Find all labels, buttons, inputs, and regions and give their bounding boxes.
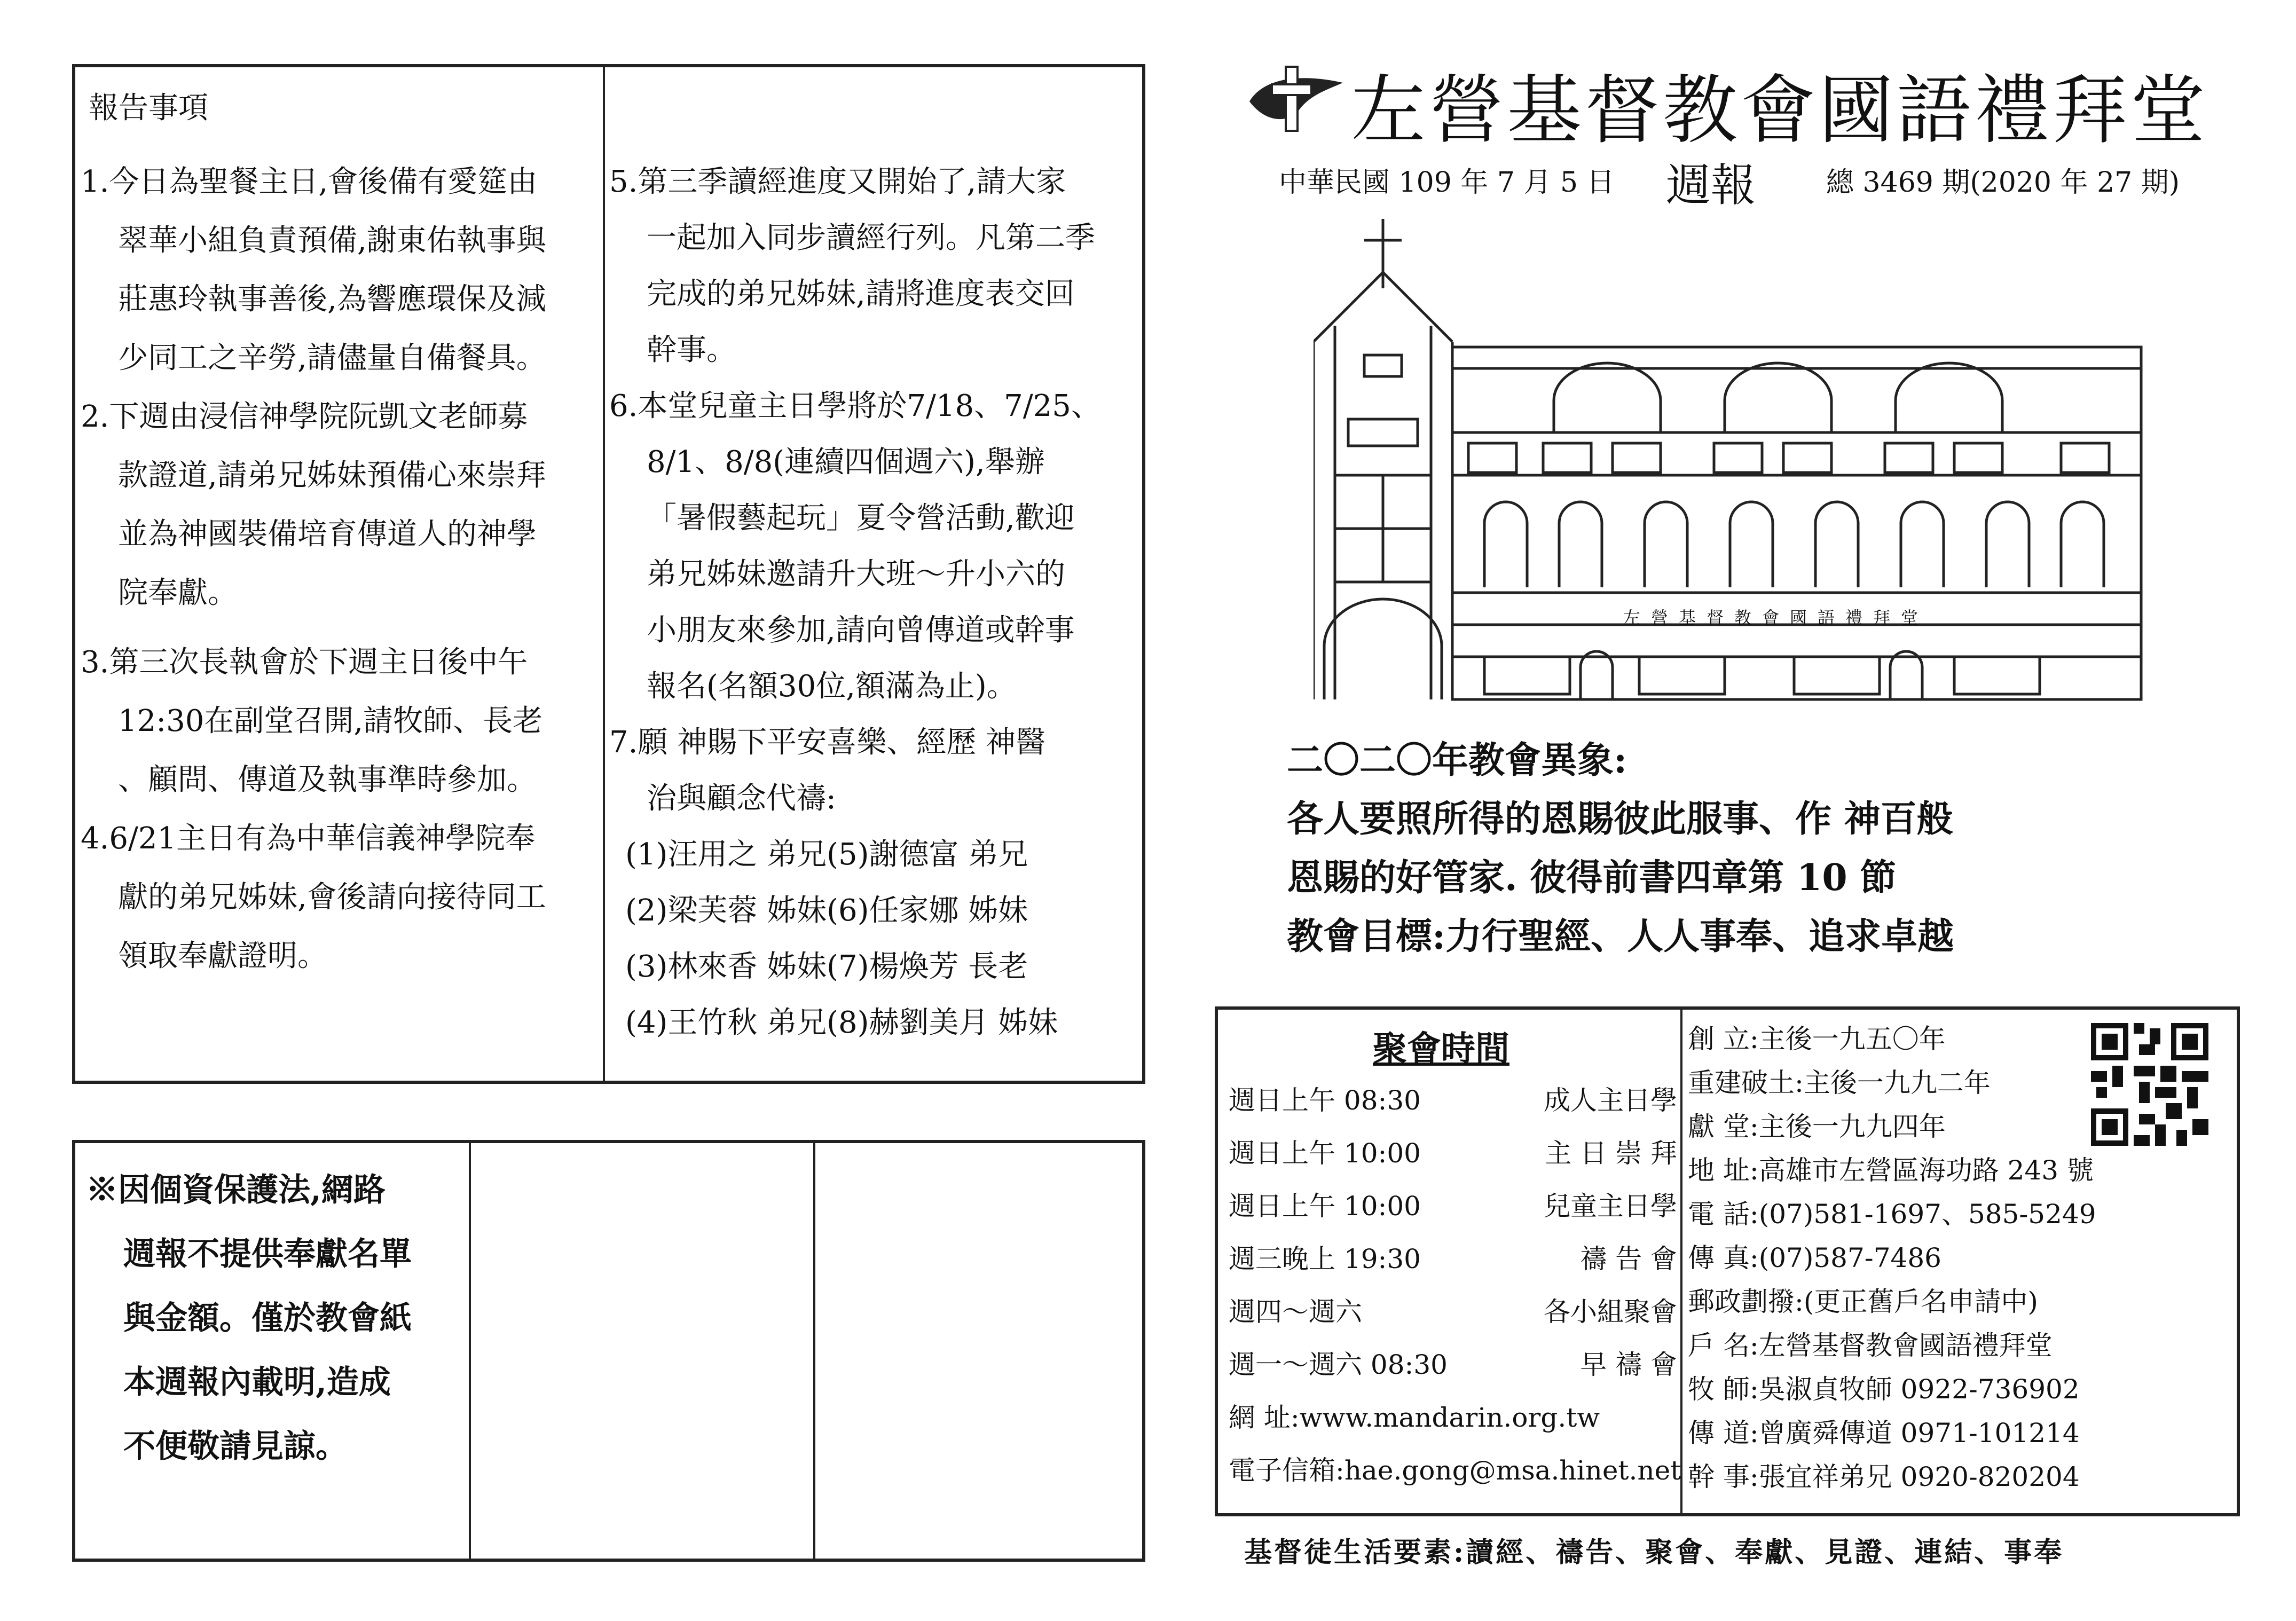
privacy-divider-2: [813, 1143, 815, 1559]
announcement-line: 8/1、8/8(連續四個週六),舉辦: [647, 445, 1045, 479]
announcement-line: 4.6/21主日有為中華信義神學院奉: [81, 821, 536, 856]
privacy-line: 本週報內載明,造成: [123, 1364, 391, 1401]
meeting-time: 週日上午 10:00: [1229, 1138, 1421, 1169]
announcement-line: 治與顧念代禱:: [647, 781, 836, 816]
meeting-time: 週日上午 08:30: [1229, 1085, 1421, 1116]
announcement-line: 報名(名額30位,額滿為止)。: [647, 669, 1017, 704]
info-line: 地 址:高雄市左營區海功路 243 號: [1688, 1155, 2094, 1186]
info-line: 電 話:(07)581-1697、585-5249: [1688, 1199, 2096, 1230]
meeting-row: [1229, 1290, 1677, 1343]
website-link[interactable]: 網 址:www.mandarin.org.tw: [1229, 1402, 1600, 1433]
info-line: 傳 真:(07)587-7486: [1688, 1242, 1941, 1273]
meeting-name: 成人主日學: [1544, 1085, 1677, 1116]
announcement-line: 弟兄姊妹邀請升大班～升小六的: [647, 557, 1065, 592]
info-line: 戶 名:左營基督教會國語禮拜堂: [1688, 1330, 2053, 1361]
meetings-info-box: [1215, 1006, 2240, 1516]
announcement-line: 12:30在副堂召開,請牧師、長老: [118, 704, 543, 738]
announcement-line: 7.願 神賜下平安喜樂、經歷 神醫: [609, 725, 1046, 760]
email-link[interactable]: 電子信箱:hae.gong@msa.hinet.net: [1229, 1455, 1681, 1486]
church-title: 左營基督教會國語禮拜堂: [1351, 67, 2209, 154]
meeting-row: [1229, 1343, 1677, 1396]
announcement-line: 並為神國裝備培育傳道人的神學: [118, 517, 537, 552]
meeting-name: 早 禱 會: [1580, 1349, 1677, 1380]
meeting-row: [1229, 1185, 1677, 1238]
vision-title: 二〇二〇年教會異象:: [1287, 739, 1627, 782]
privacy-line: ※因個資保護法,網路: [86, 1171, 386, 1209]
info-line: 傳 道:曾廣舜傳道 0971-101214: [1688, 1418, 2080, 1449]
announcement-line: 一起加入同步讀經行列。凡第二季: [647, 221, 1095, 255]
bulletin-issue: 總 3469 期(2020 年 27 期): [1826, 167, 2180, 199]
announcement-line: (2)梁芙蓉 姊妹(6)任家娜 姊妹: [625, 893, 1028, 928]
privacy-line: 與金額。僅於教會紙: [123, 1300, 412, 1337]
church-building-illustration: [1314, 219, 2146, 710]
meeting-row: [1229, 1238, 1677, 1290]
privacy-note: [86, 1164, 412, 1485]
announcement-line: 6.本堂兒童主日學將於7/18、7/25、: [609, 389, 1101, 423]
announcement-line: 1.今日為聖餐主日,會後備有愛筵由: [81, 164, 538, 199]
announcement-line: 款證道,請弟兄姊妹預備心來崇拜: [118, 458, 546, 493]
info-line: 郵政劃撥:(更正舊戶名申請中): [1688, 1286, 2038, 1317]
announcement-line: 小朋友來參加,請向曾傳道或幹事: [647, 613, 1075, 648]
meetings-list: [1229, 1079, 1681, 1502]
announcement-line: 完成的弟兄姊妹,請將進度表交回: [647, 277, 1075, 311]
announcement-line: 莊惠玲執事善後,為響應環保及減: [118, 282, 546, 317]
meeting-time: 週日上午 10:00: [1229, 1191, 1421, 1222]
footer-tagline: 基督徒生活要素:讀經、禱告、聚會、奉獻、見證、連結、事奉: [1244, 1536, 2064, 1569]
info-line: 幹 事:張宜祥弟兄 0920-820204: [1688, 1461, 2080, 1492]
announcement-line: 院奉獻。: [118, 576, 238, 610]
announcement-line: (3)林來香 姊妹(7)楊煥芳 長老: [625, 949, 1028, 984]
announcement-line: 獻的弟兄姊妹,會後請向接待同工: [118, 880, 546, 915]
announcement-line: 少同工之辛勞,請儘量自備餐具。: [118, 341, 546, 375]
info-line: 牧 師:吳淑貞牧師 0922-736902: [1688, 1374, 2080, 1405]
announcement-line: 「暑假藝起玩」夏令營活動,歡迎: [647, 501, 1075, 536]
bulletin-label: 週報: [1666, 159, 1756, 211]
announcements-col2: [609, 158, 1143, 1076]
info-line: 重建破土:主後一九九二年: [1688, 1067, 1991, 1098]
announcement-line: 、顧問、傳道及執事準時參加。: [118, 762, 537, 797]
announcements-divider: [603, 67, 605, 1081]
announcements-col1: [81, 158, 599, 1076]
announcement-line: 翠華小組負責預備,謝東佑執事與: [118, 223, 546, 258]
meeting-row: [1229, 1132, 1677, 1185]
announcement-line: 5.第三季讀經進度又開始了,請大家: [609, 164, 1066, 199]
info-line: 創 立:主後一九五〇年: [1688, 1024, 1946, 1055]
church-sign: 左營基督教會國語禮拜堂: [1623, 608, 1929, 628]
meeting-name: 禱 告 會: [1580, 1244, 1677, 1274]
meeting-time: 週一～週六 08:30: [1229, 1349, 1448, 1380]
vision-line: 恩賜的好管家. 彼得前書四章第 10 節: [1287, 856, 1897, 899]
meetings-info-divider: [1680, 1010, 1682, 1513]
privacy-line: 週報不提供奉獻名單: [123, 1236, 412, 1273]
announcements-heading: 報告事項: [89, 91, 208, 125]
meetings-heading: 聚會時間: [1373, 1029, 1509, 1069]
privacy-box: [72, 1140, 1145, 1562]
bulletin-date: 中華民國 109 年 7 月 5 日: [1279, 167, 1615, 199]
privacy-divider-1: [469, 1143, 471, 1559]
dove-cross-logo: [1244, 64, 1346, 133]
announcement-line: 幹事。: [647, 333, 736, 367]
meeting-time: 週四～週六: [1229, 1296, 1362, 1327]
announcement-line: 領取奉獻證明。: [118, 939, 327, 973]
announcement-line: 2.下週由浸信神學院阮凱文老師募: [81, 399, 528, 434]
announcement-line: 3.第三次長執會於下週主日後中午: [81, 645, 528, 680]
meeting-name: 主 日 崇 拜: [1545, 1138, 1677, 1169]
meeting-row: [1229, 1079, 1677, 1132]
vision-section: [1287, 731, 2163, 966]
announcement-line: (4)王竹秋 弟兄(8)赫劉美月 姊妹: [625, 1005, 1058, 1040]
qr-code-icon[interactable]: [2091, 1023, 2208, 1146]
church-goal: 教會目標:力行聖經、人人事奉、追求卓越: [1287, 915, 1954, 958]
meeting-name: 各小組聚會: [1544, 1296, 1677, 1327]
info-line: 獻 堂:主後一九九四年: [1688, 1111, 1946, 1142]
vision-line: 各人要照所得的恩賜彼此服事、作 神百般: [1287, 798, 1953, 840]
meeting-name: 兒童主日學: [1544, 1191, 1677, 1222]
announcements-box: [72, 64, 1145, 1084]
meeting-time: 週三晚上 19:30: [1229, 1244, 1421, 1274]
privacy-line: 不便敬請見諒。: [123, 1428, 348, 1465]
announcement-line: (1)汪用之 弟兄(5)謝德富 弟兄: [625, 837, 1028, 872]
